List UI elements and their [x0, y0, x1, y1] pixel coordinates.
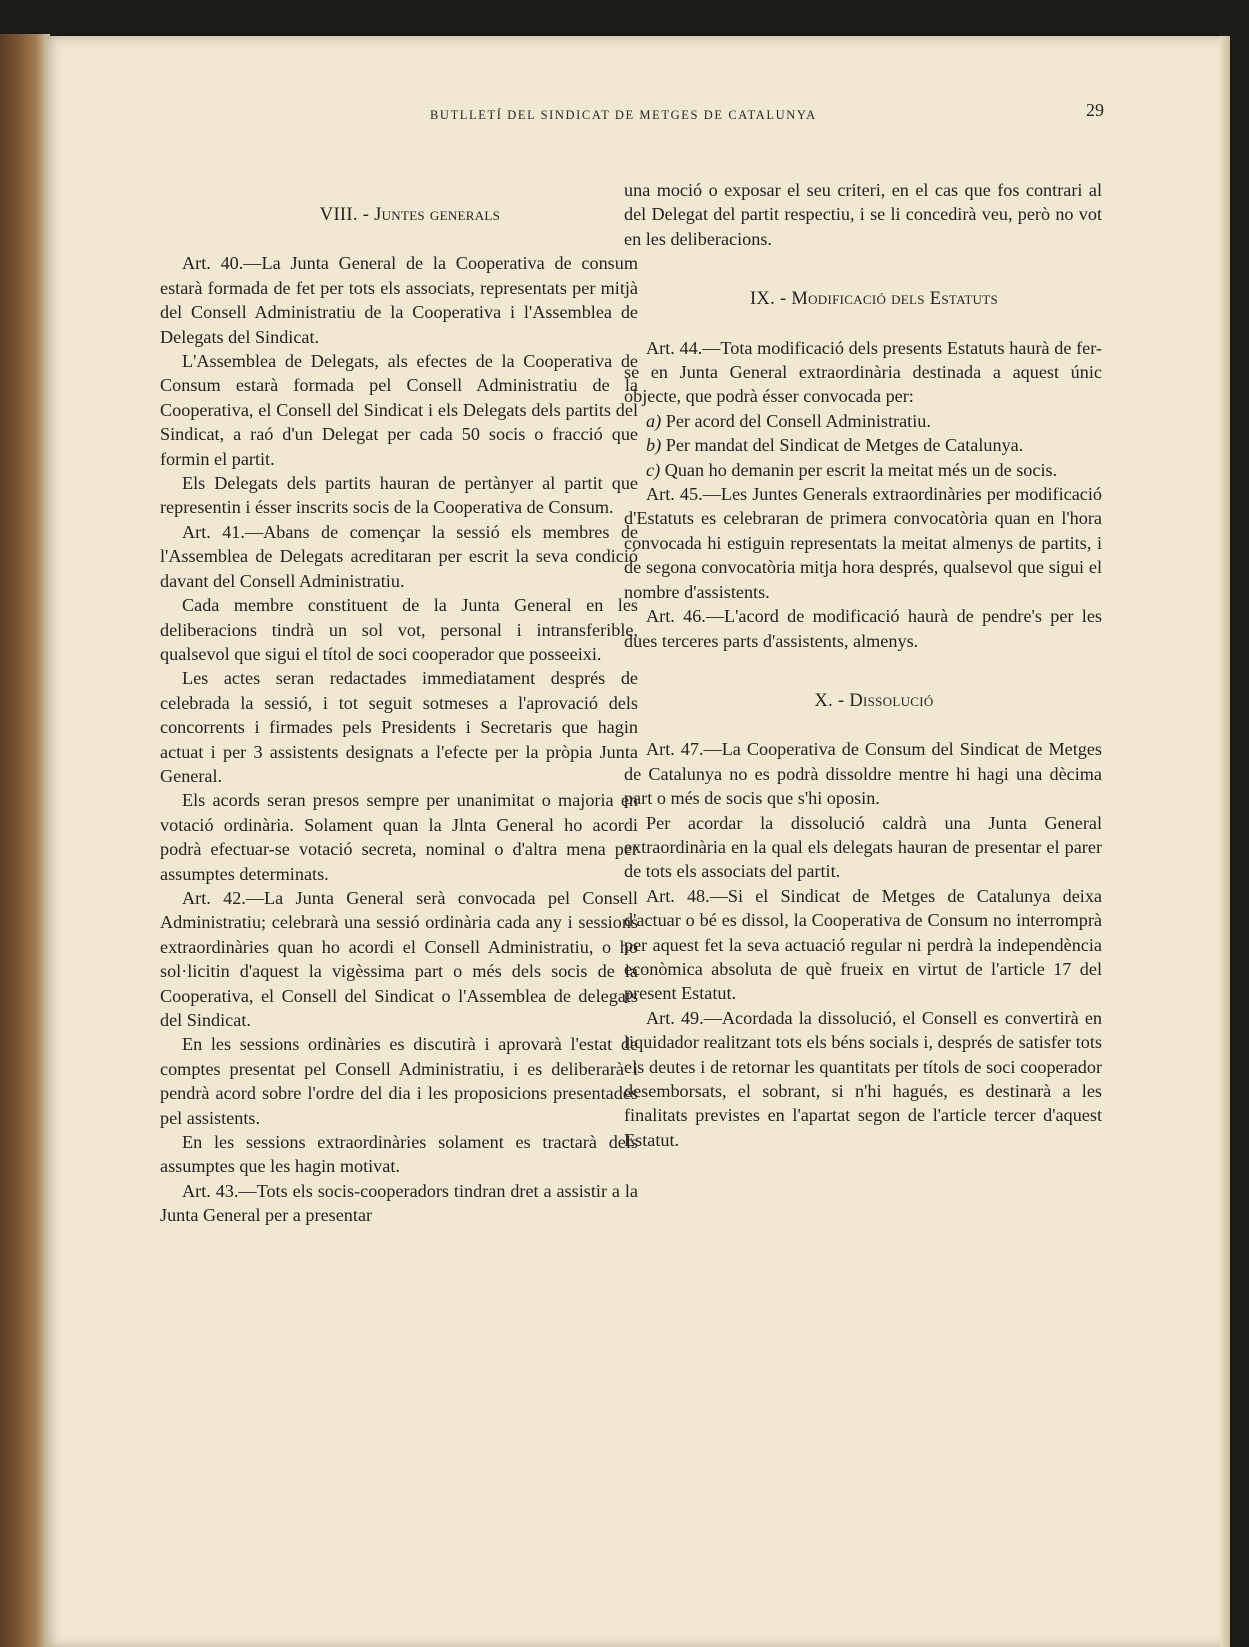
- article-47: Art. 47.—La Cooperativa de Consum del Sindicat de Metges de Catalunya no es podrà dissoldre mentre hi hagi una dècima part o més de socis que s'hi oposin.: [624, 739, 1102, 809]
- article-46: Art. 46.—L'acord de modificació haurà de pendre's per les dues terceres parts d'assistents, almenys.: [624, 606, 1102, 651]
- page-header: [44, 100, 1230, 130]
- section-title: Juntes generals: [374, 205, 501, 225]
- section-heading-ix: [624, 287, 1102, 311]
- article-49: Art. 49.—Acordada la dissolució, el Consell es convertirà en liquidador realitzant tots els béns socials i, després de satisfer tots els deutes i de retornar les quantitats per títols de soci cooperador desemborsats, el sobrant, si n'hi hagués, es destinarà a les finalitats previstes en l'apartat segon de l'article tercer d'aquest Estatut.: [624, 1007, 1102, 1150]
- book-spine: [0, 34, 50, 1647]
- paragraph-dissolucio: Per acordar la dissolució caldrà una Junta General extraordinària en la qual els delegats hauran de presentar el parer de tots els associats del partit.: [624, 812, 1102, 882]
- section-heading-x: [624, 689, 1102, 713]
- paragraph-actes: Les actes seran redactades immediatament després de celebrada la sessió, i tot seguit sotmeses a l'aprovació dels concorrents i firmades pels Presidents i Secretaris que hagin actuat i per 3 assistents designats a l'efecte per la pròpia Junta General.: [160, 668, 638, 786]
- page-number: 29: [1086, 100, 1104, 120]
- section-title: Modificació dels Estatuts: [791, 289, 999, 310]
- paragraph-sessions-ordinaries: En les sessions ordinàries es discutirà i aprovarà l'estat de comptes presentat pel Consell Administratiu, i es deliberarà i pendrà acord sobre l'ordre del dia i les proposicions presentades pel assistents.: [160, 1034, 638, 1128]
- item-letter: a): [646, 410, 662, 431]
- scanned-page: [44, 36, 1230, 1647]
- paragraph-delegats: Els Delegats dels partits hauran de pertànyer al partit que representin i ésser inscrits socis de la Cooperativa de Consum.: [160, 473, 638, 518]
- paragraph-sessions-extraordinaries: En les sessions extraordinàries solament es tractarà dels assumptes que les hagin motivat.: [160, 1132, 638, 1177]
- article-43: Art. 43.—Tots els socis-cooperadors tindran dret a assistir a la Junta General per a presentar: [160, 1180, 638, 1226]
- item-text: Per mandat del Sindicat de Metges de Catalunya.: [661, 435, 1024, 456]
- paragraph-assemblea: L'Assemblea de Delegats, als efectes de la Cooperativa de Consum estarà formada pel Consell Administratiu de la Cooperativa, el Consell del Sindicat i els Delegats dels partits del Sindicat, a raó d'un Delegat per cada 50 socis o fracció que formin el partit.: [160, 351, 638, 469]
- page-edge: [1220, 36, 1230, 1647]
- article-44: Art. 44.—Tota modificació dels presents Estatuts haurà de fer-se en Junta General extraordinària destinada a aquest únic objecte, que podrà ésser convocada per:: [624, 337, 1102, 407]
- section-number: VIII. -: [319, 205, 375, 225]
- paragraph-vot: Cada membre constituent de la Junta General en les deliberacions tindrà un sol vot, personal i intransferible, qualsevol que sigui el títol de soci cooperador que posseeixi.: [160, 595, 638, 664]
- item-letter: c): [646, 459, 661, 480]
- section-number: IX. -: [749, 289, 792, 310]
- article-41: Art. 41.—Abans de començar la sessió els membres de l'Assemblea de Delegats acreditaran per escrit la seva condició davant del Consell Administratiu.: [160, 521, 638, 591]
- article-42: Art. 42.—La Junta General serà convocada pel Consell Administratiu; celebrarà una sessió ordinària cada any i sessions extraordinàries quan ho acordi el Consell Administratiu, o ho sol·licitin d'aquest la vigèssima part o més dels socis de la Cooperativa, el Consell del Sindicat o l'Assemblea de delegats del Sindicat.: [160, 887, 638, 1030]
- item-text: Per acord del Consell Administratiu.: [661, 410, 931, 431]
- right-column: [624, 178, 1102, 1152]
- section-number: X. -: [814, 690, 850, 711]
- left-column: [160, 203, 638, 1228]
- paragraph-acords: Els acords seran presos sempre per unanimitat o majoria en votació ordinària. Solament quan la Jlnta General ho acordi podrà efectuar-se votació secreta, nominal o d'altra mena per assumptes determinats.: [160, 790, 638, 884]
- article-40: Art. 40.—La Junta General de la Cooperativa de consum estarà formada de fet per tots els associats, representats per mitjà del Consell Administratiu de la Cooperativa i l'Assemblea de Delegats del Sindicat.: [160, 253, 638, 347]
- article-45: Art. 45.—Les Juntes Generals extraordinàries per modificació d'Estatuts es celebraran de primera convocatòria quan en l'hora convocada hi estiguin representats la meitat almenys de partits, i de segona convocatòria mitja hora després, qualsevol que sigui el nombre d'assistents.: [624, 484, 1102, 602]
- item-letter: b): [646, 435, 662, 456]
- running-head: BUTLLETÍ DEL SINDICAT DE METGES DE CATALUNYA: [430, 108, 817, 122]
- list-item: [624, 433, 1102, 457]
- section-title: Dissolució: [849, 690, 934, 711]
- item-text: Quan ho demanin per escrit la meitat més un de socis.: [660, 459, 1058, 480]
- article-48: Art. 48.—Si el Sindicat de Metges de Catalunya deixa d'actuar o bé es dissol, la Cooperativa de Consum no interromprà per aquest fet la seva actuació regular ni perdrà la independència econòmica absoluta de què frueix en virtut de l'article 17 del present Estatut.: [624, 885, 1102, 1004]
- section-heading-viii: [160, 203, 638, 227]
- article-43-continuation: una moció o exposar el seu criteri, en el cas que fos contrari al del Delegat del partit respectiu, i se li concedirà veu, però no vot en les deliberacions.: [624, 180, 1102, 249]
- list-item: [624, 458, 1102, 482]
- list-item: [624, 409, 1102, 433]
